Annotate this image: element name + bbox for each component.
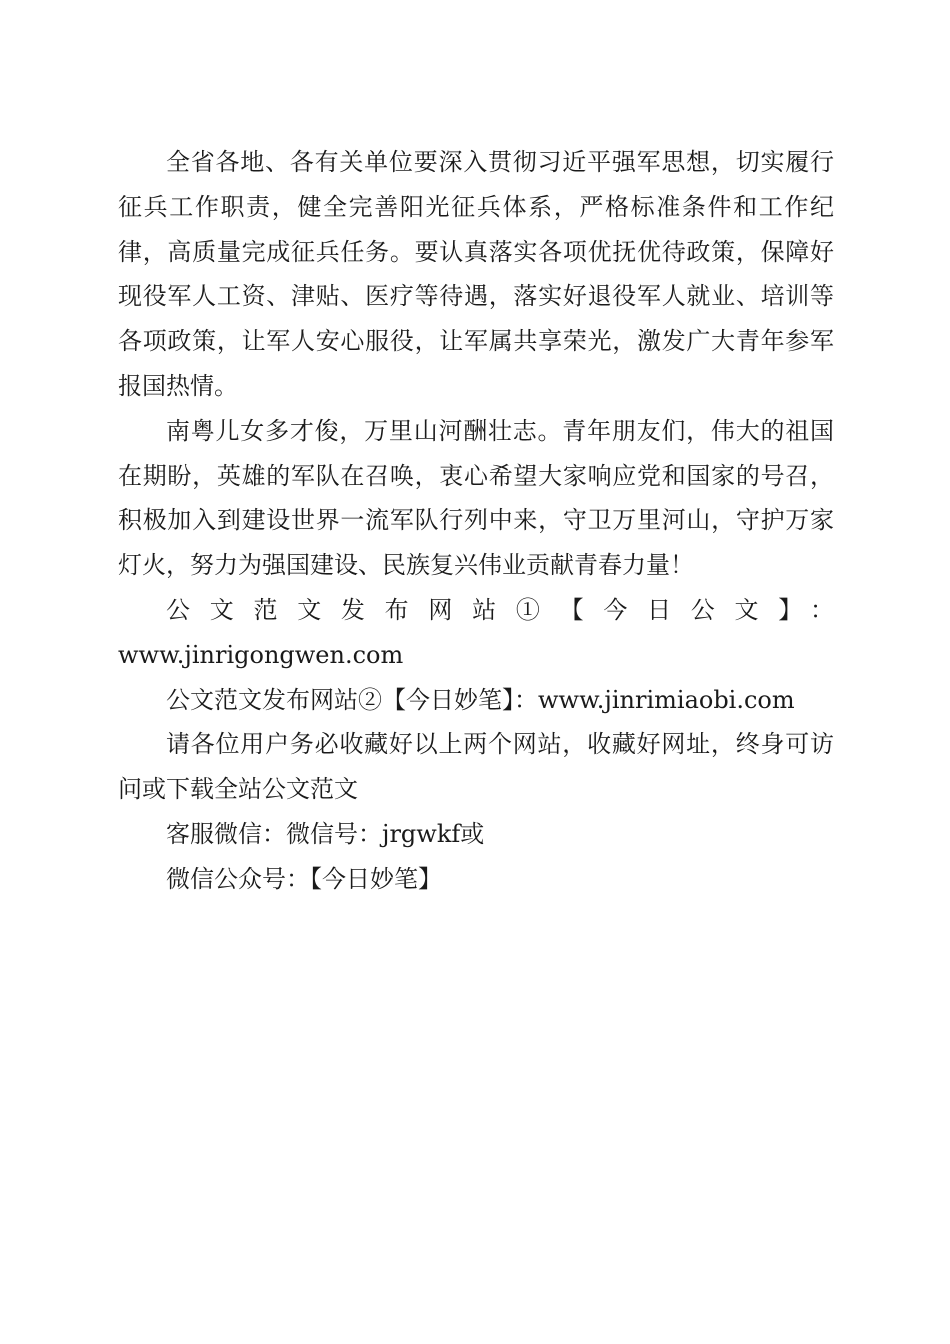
customer-service-wechat: 客服微信：微信号：jrgwkf或 <box>166 819 485 848</box>
document-body <box>118 140 834 902</box>
paragraph-conscription-duties: 全省各地、各有关单位要深入贯彻习近平强军思想，切实履行征兵工作职责，健全完善阳光征兵体系，严格标准条件和工作纪律，高质量完成征兵任务。要认真落实各项优抚优待政策，保障好现役军人工资、津贴、医疗等待遇，落实好退役军人就业、培训等各项政策，让军人安心服役，让军属共享荣光，激发广大青年参军报国热情。 <box>118 148 834 400</box>
site-1-url: www.jinrigongwen.com <box>118 640 404 669</box>
wechat-official-account: 微信公众号：【今日妙笔】 <box>166 864 442 893</box>
site-1-label: 公文范文发布网站①【今日公文】： <box>166 595 834 624</box>
bookmark-reminder: 请各位用户务必收藏好以上两个网站，收藏好网址，终身可访问或下载全站公文范文 <box>118 730 834 804</box>
site-2-line: 公文范文发布网站②【今日妙笔】：www.jinrimiaobi.com <box>166 685 795 714</box>
paragraph-call-to-youth: 南粤儿女多才俊，万里山河酬壮志。青年朋友们，伟大的祖国在期盼，英雄的军队在召唤，衷心希望大家响应党和国家的号召，积极加入到建设世界一流军队行列中来，守卫万里河山，守护万家灯火，努力为强国建设、民族复兴伟业贡献青春力量！ <box>118 416 834 580</box>
